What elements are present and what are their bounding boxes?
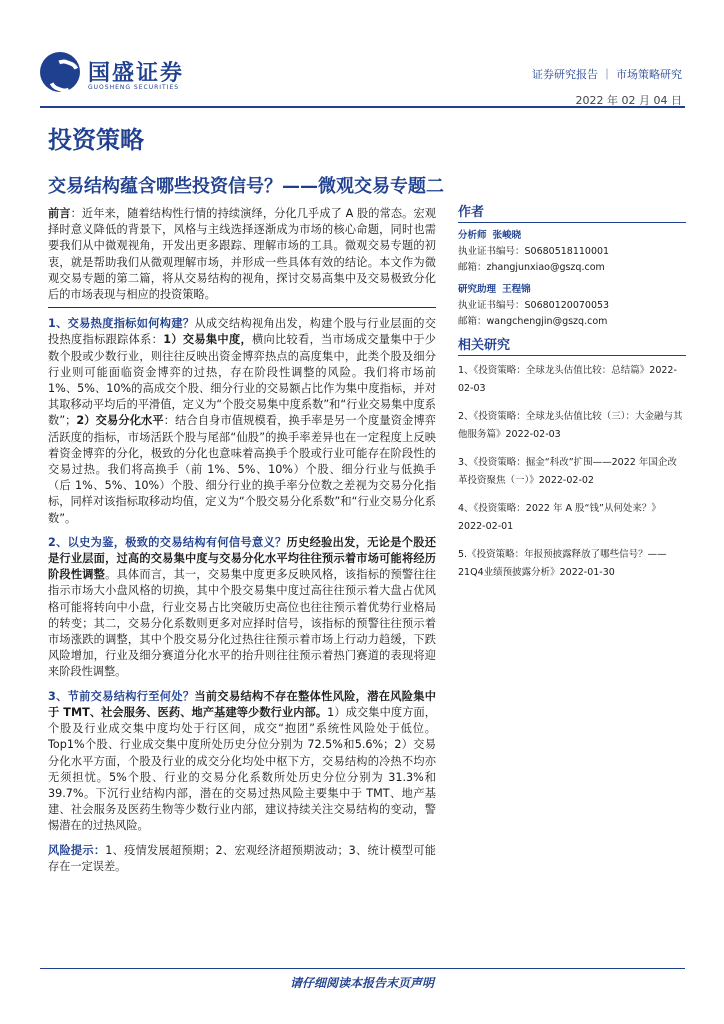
section-1-paragraph: [48, 316, 436, 527]
risk-lead: 风险提示：: [48, 843, 106, 857]
section-1-text-b: 横向比较看，当市场成交量集中于少数个股或少数行业，则往往反映出资金博弈热点的高度集中，此类个股及细分行业则可能面临资金博弈的过热，存在阶段性调整的风险。我们将市场前 1%、5%、10%的高成交个股、细分行业的交易额占比作为集中度指标，并对其取移动平均后的平滑值，定义为“个股交易集中度系数”和“行业交易集中度系数”；: [48, 333, 436, 428]
report-title: 交易结构蕴含哪些投资信号？——微观交易专题二: [48, 176, 444, 197]
related-heading: 相关研究: [458, 339, 686, 356]
header-divider: [40, 106, 685, 108]
author-1-cert: 执业证书编号：S0680518110001: [458, 246, 610, 257]
author-1-role: 分析师: [458, 230, 487, 241]
report-date: 2022 年 02 月 04 日: [575, 94, 682, 107]
risk-paragraph: [48, 843, 436, 875]
section-title: 投资策略: [48, 126, 144, 154]
author-1-email[interactable]: 邮箱：zhangjunxiao@gszq.com: [458, 262, 605, 273]
report-type: 证券研究报告 ｜ 市场策略研究: [532, 68, 682, 81]
intro-text: ：近年来，随着结构性行情的持续演绎，分化几乎成了 A 股的常态。宏观择时意义降低的背景下，风格与主线选择逐渐成为市场的核心命题，同时也需要我们从中微观视角，开发出更多跟踪、理解市场的工具。微观交易专题的初衷，就是帮助我们从微观理解市场，并形成一些具体有效的结论。本文作为微观交易专题的第二篇，将从交易结构的视角，探讨交易高集中及交易极致分化后的市场表现与相应的投资策略。: [48, 207, 436, 302]
related-report-3[interactable]: 3、《投资策略：掘金“科改”扩围——2022 年国企改革投资聚焦（一）》2022-02-02: [458, 457, 677, 486]
author-2-cert: 执业证书编号：S0680120070053: [458, 300, 610, 311]
author-2-name: 王程锦: [502, 284, 531, 295]
intro-paragraph: [48, 206, 436, 308]
risk-text: 1、疫情发展超预期；2、宏观经济超预期波动；3、统计模型可能存在一定误差。: [48, 843, 436, 873]
section-1-text-c: ：结合自身市值规模看，换手率是另一个度量资金博弈活跃度的指标，市场活跃个股与尾部“仙股”的换手率差异也在一定程度上反映着资金博弈的分化，极致的分化也意味着高换手个股或行业可能存在阶段性的交易过热。我们将高换手（前 1%、5%、10%）个股、细分行业与低换手（后 1%、5%、10%）个股、细分行业的换手率分位数之差视为交易分化指标，同样对该指标取移动均值，定义为“个股交易分化系数”和“行业交易分化系数”。: [48, 414, 436, 525]
report-body: [48, 206, 436, 883]
related-report-5[interactable]: 5.《投资策略：年报预披露释放了哪些信号？——21Q4业绩预披露分析》2022-01-30: [458, 549, 667, 578]
section-2-key: 历史经验出发，无论是个股还是行业层面，过高的交易集中度与交易分化水平均往往预示着市场可能将经历阶段性调整: [48, 535, 436, 582]
author-1-name: 张峻晓: [492, 230, 522, 241]
related-report-1[interactable]: 1、《投资策略：全球龙头估值比较：总结篇》2022-02-03: [458, 365, 677, 394]
footer-divider: [40, 968, 685, 969]
authors-heading: 作者: [458, 206, 686, 223]
section-3-key: 当前交易结构不存在整体性风险，潜在风险集中于 TMT、社会服务、医药、地产基建等少数行业内部。: [48, 689, 436, 719]
section-3-text: 1）成交集中度方面，个股及行业成交集中度均处于行区间，成交“抱团”系统性风险处于低位。Top1%个股、行业成交集中度所处历史分位分别为 72.5%和5.6%；2）交易分化水平方面，个股及行业的成交分化均处中枢下方，交易结构的冷热不均亦无须担忧。5%个股、行业的交易分化系数所处历史分位分别为 31.3%和39.7%。下沉行业结构内部，潜在的交易过热风险主要集中于 TMT、地产基建、社会服务及医药生物等少数行业内部，建议持续关注交易结构的变动，警惕潜在的过热风险。: [48, 705, 436, 833]
report-header: [532, 66, 682, 108]
sidebar: [458, 206, 686, 592]
author-2-role: 研究助理: [458, 284, 497, 295]
section-2-question: 2、以史为鉴，极致的交易结构有何信号意义？: [48, 535, 287, 549]
author-2-email[interactable]: 邮箱：wangchengjin@gszq.com: [458, 316, 608, 327]
intro-lead: 前言: [48, 207, 71, 220]
section-1-text-a: 从成交结构视角出发，构建个股与行业层面的交投热度指标跟踪体系：: [48, 317, 436, 347]
company-name: 国盛证券: [88, 61, 185, 86]
author-2: [458, 283, 686, 297]
company-logo: [40, 52, 240, 100]
related-report-4[interactable]: 4、《投资策略：2022 年 A 股“钱”从何处来？》2022-02-01: [458, 503, 661, 532]
section-1-key-a: 1）交易集中度，: [163, 333, 252, 347]
company-logo-mark: [40, 52, 80, 92]
section-1-question: 1、交易热度指标如何构建？: [48, 317, 195, 331]
section-1-key-b: 2）交易分化水平: [76, 414, 164, 428]
section-2-paragraph: [48, 535, 436, 681]
footer-disclaimer: 请仔细阅读本报告末页声明: [289, 976, 434, 990]
company-name-en: GUOSHENG SECURITIES: [88, 84, 180, 91]
section-2-text: 。具体而言，其一，交易集中度更多反映风格，该指标的预警往往指示市场大小盘风格的切换，其中个股交易集中度过高往往预示着大盘占优风格可能将转向中小盘，行业交易占比突破历史高位也往往预示着优势行业格局的转变；其二，交易分化系数则更多对应择时信号，该指标的预警往往预示着市场涨跌的调整，其中个股交易分化过热往往预示着市场上行动力趋缓，下跌风险增加，行业及细分赛道分化水平的抬升则往往预示着热门赛道的表现将迎来阶段性调整。: [48, 568, 436, 679]
author-1: [458, 229, 686, 243]
section-3-paragraph: [48, 689, 436, 835]
section-3-question: 3、节前交易结构行至何处？: [48, 689, 195, 703]
related-report-2[interactable]: 2、《投资策略：全球龙头估值比较（三）：大金融与其他服务篇》2022-02-03: [458, 411, 683, 440]
